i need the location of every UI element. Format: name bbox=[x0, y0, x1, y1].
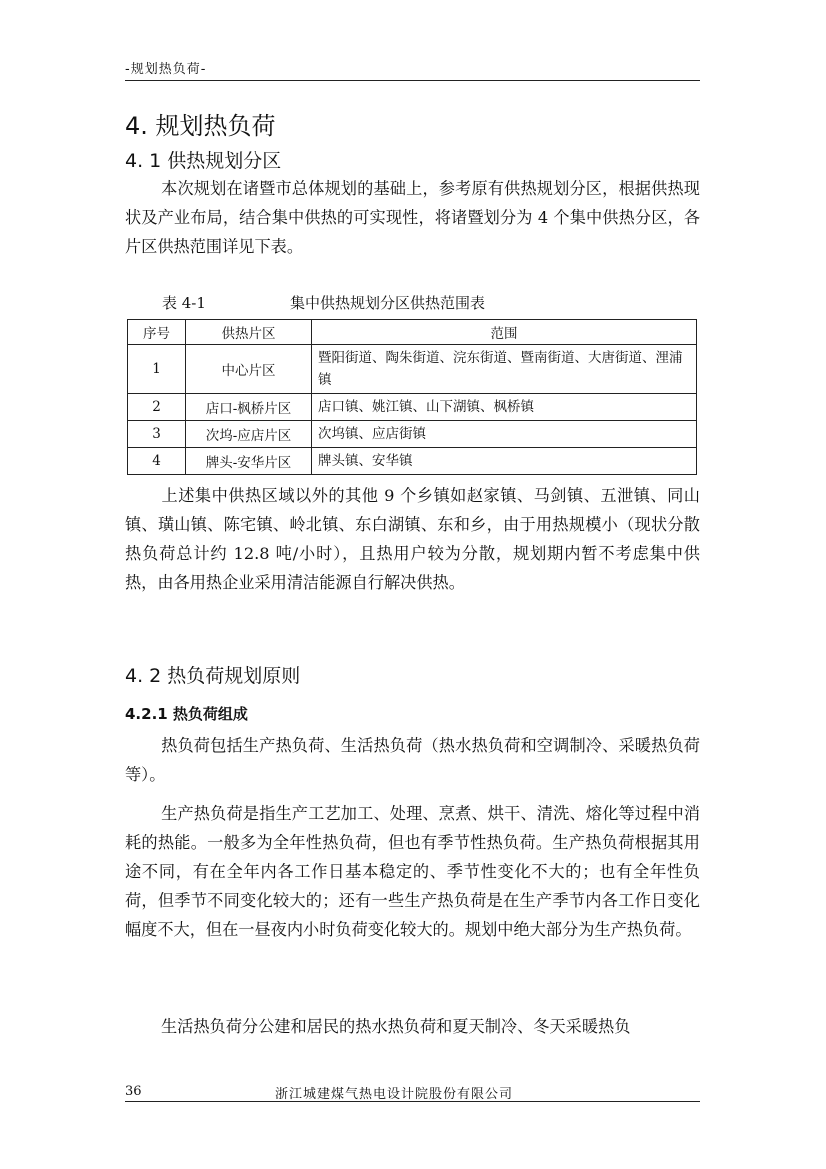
row-scope: 牌头镇、安华镇 bbox=[312, 448, 697, 475]
paragraph-text: 生产热负荷是指生产工艺加工、处理、烹煮、烘干、清洗、熔化等过程中消耗的热能。一般多为全年性热负荷，但也有季节性热负荷。生产热负荷根据其用途不同，有在全年内各工作日基本稳定的、季节性变化不大的；也有全年性负荷，但季节不同变化较大的；还有一些生产热负荷是在生产季节内各工作日变化幅度不大，但在一昼夜内小时负荷变化较大的。规划中绝大部分为生产热负荷。 bbox=[125, 804, 700, 939]
footer-rule bbox=[125, 1101, 700, 1102]
chapter-title: 4. 规划热负荷 bbox=[125, 112, 276, 140]
paragraph bbox=[125, 731, 700, 789]
paragraph-text: 热负荷包括生产热负荷、生活热负荷（热水热负荷和空调制冷、采暖热负荷等）。 bbox=[125, 736, 700, 784]
table-header-row bbox=[128, 320, 697, 345]
row-zone: 次坞-应店片区 bbox=[186, 421, 312, 448]
paragraph bbox=[125, 1012, 700, 1041]
after-table-paragraph bbox=[125, 481, 700, 597]
table-row bbox=[128, 448, 697, 475]
after-table-text: 上述集中供热区域以外的其他 9 个乡镇如赵家镇、马剑镇、五泄镇、同山镇、璜山镇、陈宅镇、岭北镇、东白湖镇、东和乡，由于用热规模小（现状分散热负荷总计约 12.8 吨/小时），且热用户较为分散，规划期内暂不考虑集中供热，由各用热企业采用清洁能源自行解决供热。 bbox=[125, 486, 700, 592]
row-scope: 暨阳街道、陶朱街道、浣东街道、暨南街道、大唐街道、浬浦镇 bbox=[312, 345, 697, 394]
row-no: 1 bbox=[128, 345, 186, 394]
page-number: 36 bbox=[125, 1084, 142, 1099]
row-zone: 店口-枫桥片区 bbox=[186, 394, 312, 421]
paragraph bbox=[125, 799, 700, 944]
table-row bbox=[128, 394, 697, 421]
row-zone: 牌头-安华片区 bbox=[186, 448, 312, 475]
section-title-4-1: 4. 1 供热规划分区 bbox=[125, 150, 282, 172]
row-no: 3 bbox=[128, 421, 186, 448]
table-caption-title: 集中供热规划分区供热范围表 bbox=[290, 294, 486, 312]
header-rule bbox=[125, 80, 700, 81]
intro-paragraph bbox=[125, 174, 700, 261]
row-zone: 中心片区 bbox=[186, 345, 312, 394]
table-row bbox=[128, 421, 697, 448]
heating-zone-table bbox=[127, 319, 697, 475]
running-header: -规划热负荷- bbox=[125, 62, 207, 77]
table-row bbox=[128, 345, 697, 394]
row-no: 4 bbox=[128, 448, 186, 475]
header-no: 序号 bbox=[128, 320, 186, 345]
table-caption-number: 表 4-1 bbox=[162, 294, 206, 312]
row-no: 2 bbox=[128, 394, 186, 421]
row-scope: 店口镇、姚江镇、山下湖镇、枫桥镇 bbox=[312, 394, 697, 421]
row-scope: 次坞镇、应店街镇 bbox=[312, 421, 697, 448]
subsection-title-4-2-1: 4.2.1 热负荷组成 bbox=[125, 705, 248, 723]
footer-organization: 浙江城建煤气热电设计院股份有限公司 bbox=[275, 1087, 514, 1102]
header-scope: 范围 bbox=[312, 320, 697, 345]
section-title-4-2: 4. 2 热负荷规划原则 bbox=[125, 665, 301, 687]
intro-text: 本次规划在诸暨市总体规划的基础上，参考原有供热规划分区，根据供热现状及产业布局，结合集中供热的可实现性，将诸暨划分为 4 个集中供热分区，各片区供热范围详见下表。 bbox=[125, 179, 700, 256]
paragraph-text: 生活热负荷分公建和居民的热水热负荷和夏天制冷、冬天采暖热负 bbox=[161, 1017, 631, 1036]
header-zone: 供热片区 bbox=[186, 320, 312, 345]
